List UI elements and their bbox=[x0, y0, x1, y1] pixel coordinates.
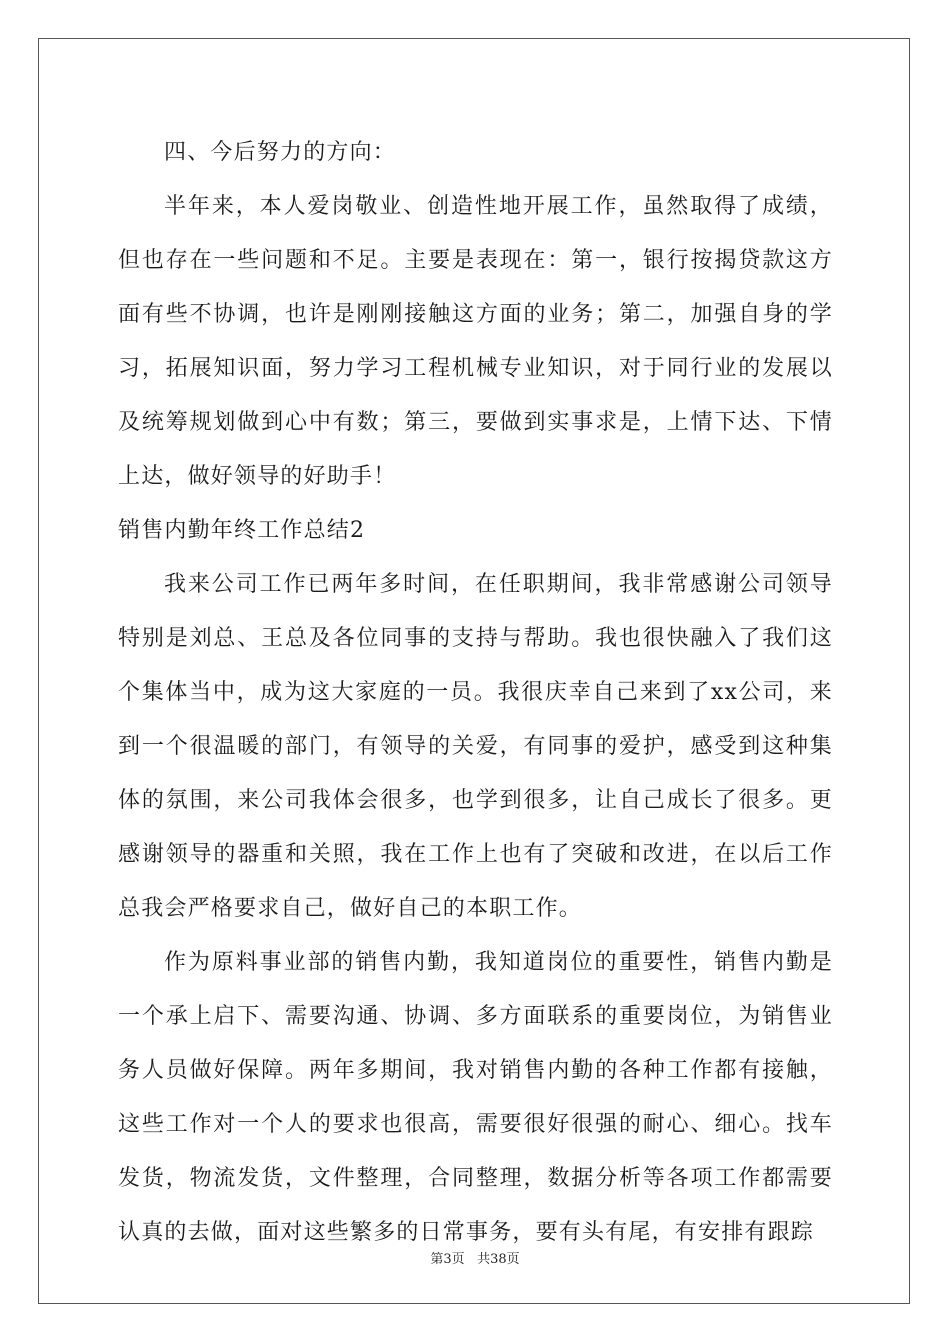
page-footer bbox=[0, 1248, 950, 1267]
total-pages-label: 共38页 bbox=[477, 1252, 520, 1267]
current-page-label: 第3页 bbox=[430, 1252, 465, 1267]
paragraph-3: 作为原料事业部的销售内勤，我知道岗位的重要性，销售内勤是一个承上启下、需要沟通、协调、多方面联系的重要岗位，为销售业务人员做好保障。两年多期间，我对销售内勤的各种工作都有接触，这些工作对一个人的要求也很高，需要很好很强的耐心、细心。找车发货，物流发货，文件整理，合同整理，数据分析等各项工作都需要认真的去做，面对这些繁多的日常事务，要有头有尾，有安排有跟踪 bbox=[118, 950, 833, 1245]
section-heading: 四、今后努力的方向： bbox=[164, 140, 397, 165]
document-body bbox=[118, 126, 833, 1260]
paragraph-1: 半年来，本人爱岗敬业、创造性地开展工作，虽然取得了成绩，但也存在一些问题和不足。主要是表现在：第一，银行按揭贷款这方面有些不协调，也许是刚刚接触这方面的业务；第二，加强自身的学习，拓展知识面，努力学习工程机械专业知识，对于同行业的发展以及统筹规划做到心中有数；第三，要做到实事求是，上情下达、下情上达，做好领导的好助手！ bbox=[118, 194, 833, 489]
document-title: 销售内勤年终工作总结2 bbox=[118, 518, 366, 543]
paragraph-2: 我来公司工作已两年多时间，在任职期间，我非常感谢公司领导特别是刘总、王总及各位同事的支持与帮助。我也很快融入了我们这个集体当中，成为这大家庭的一员。我很庆幸自己来到了xx公司，来到一个很温暖的部门，有领导的关爱，有同事的爱护，感受到这种集体的氛围，来公司我体会很多，也学到很多，让自己成长了很多。更感谢领导的器重和关照，我在工作上也有了突破和改进，在以后工作总我会严格要求自己，做好自己的本职工作。 bbox=[118, 572, 833, 921]
